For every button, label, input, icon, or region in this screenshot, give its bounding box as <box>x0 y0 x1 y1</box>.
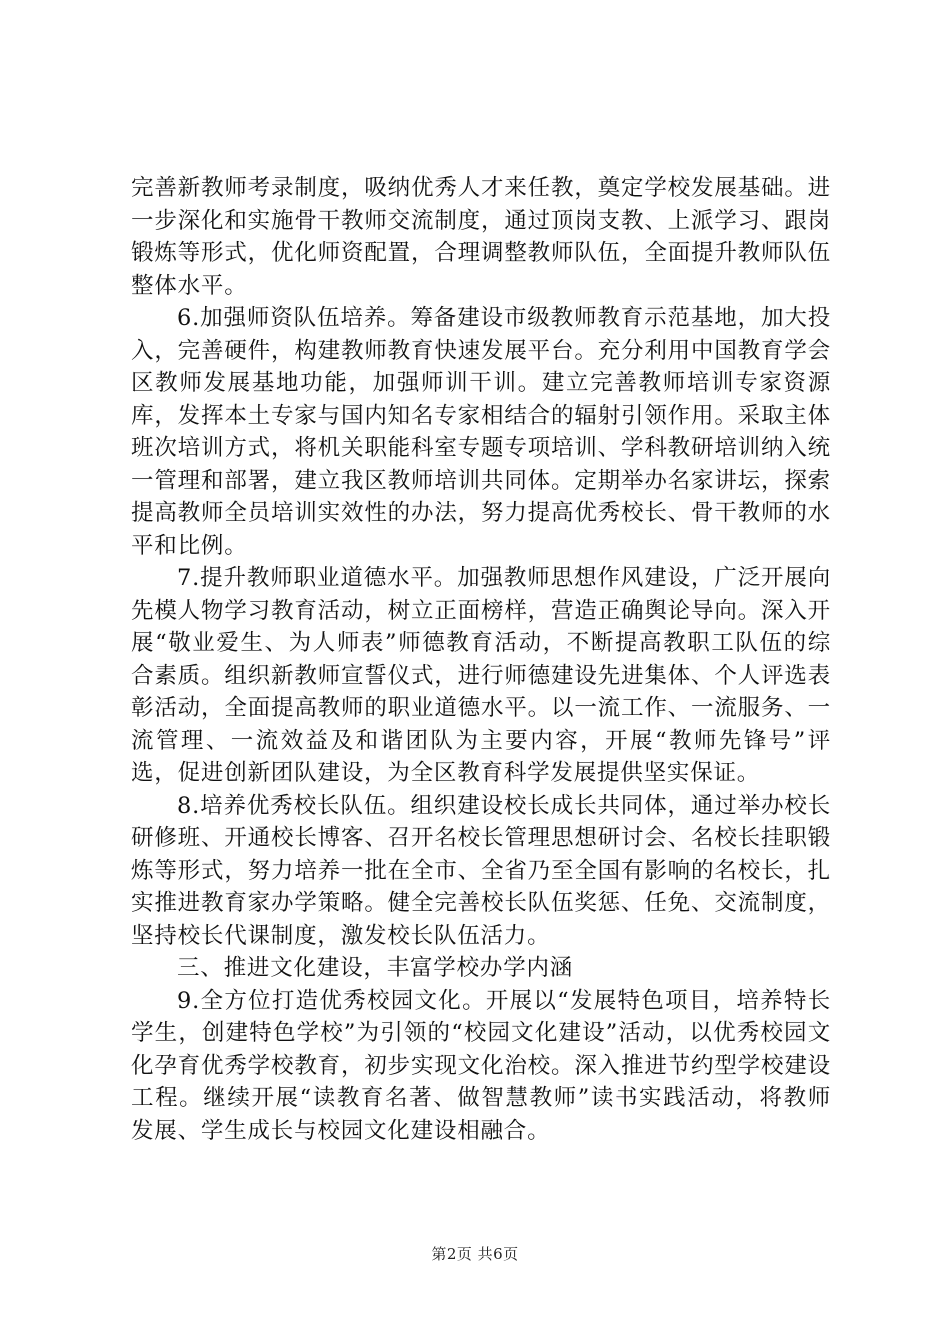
paragraph-item-8: 8.培养优秀校长队伍。组织建设校长成长共同体，通过举办校长研修班、开通校长博客、召开名校长管理思想研讨会、名校长挂职锻炼等形式，努力培养一批在全市、全省乃至全国有影响的名校长，扎实推进教育家办学策略。健全完善校长队伍奖惩、任免、交流制度，坚持校长代课制度，激发校长队伍活力。 <box>131 792 831 949</box>
paragraph-item-9: 9.全方位打造优秀校园文化。开展以“发展特色项目，培养特长学生，创建特色学校”为引领的“校园文化建设”活动，以优秀校园文化孕育优秀学校教育，初步实现文化治校。深入推进节约型学校建设工程。继续开展“读教育名著、做智慧教师”读书实践活动，将教师发展、学生成长与校园文化建设相融合。 <box>131 987 831 1144</box>
paragraph-item-7: 7.提升教师职业道德水平。加强教师思想作风建设，广泛开展向先模人物学习教育活动，树立正面榜样，营造正确舆论导向。深入开展“敬业爱生、为人师表”师德教育活动，不断提高教职工队伍的综合素质。组织新教师宣誓仪式，进行师德建设先进集体、个人评选表彰活动，全面提高教师的职业道德水平。以一流工作、一流服务、一流管理、一流效益及和谐团队为主要内容，开展“教师先锋号”评选，促进创新团队建设，为全区教育科学发展提供坚实保证。 <box>131 565 831 786</box>
page-number-footer: 第2页 共6页 <box>431 1245 519 1263</box>
document-body <box>131 172 831 1147</box>
paragraph-item-6: 6.加强师资队伍培养。筹备建设市级教师教育示范基地，加大投入，完善硬件，构建教师教育快速发展平台。充分利用中国教育学会区教师发展基地功能，加强师训干训。建立完善教师培训专家资源库，发挥本土专家与国内知名专家相结合的辐射引领作用。采取主体班次培训方式，将机关职能科室专题专项培训、学科教研培训纳入统一管理和部署，建立我区教师培训共同体。定期举办名家讲坛，探索提高教师全员培训实效性的办法，努力提高优秀校长、骨干教师的水平和比例。 <box>131 305 831 559</box>
paragraph-continuation: 完善新教师考录制度，吸纳优秀人才来任教，奠定学校发展基础。进一步深化和实施骨干教师交流制度，通过顶岗支教、上派学习、跟岗锻炼等形式，优化师资配置，合理调整教师队伍，全面提升教师队伍整体水平。 <box>131 175 831 299</box>
section-heading-3: 三、推进文化建设，丰富学校办学内涵 <box>177 955 574 981</box>
